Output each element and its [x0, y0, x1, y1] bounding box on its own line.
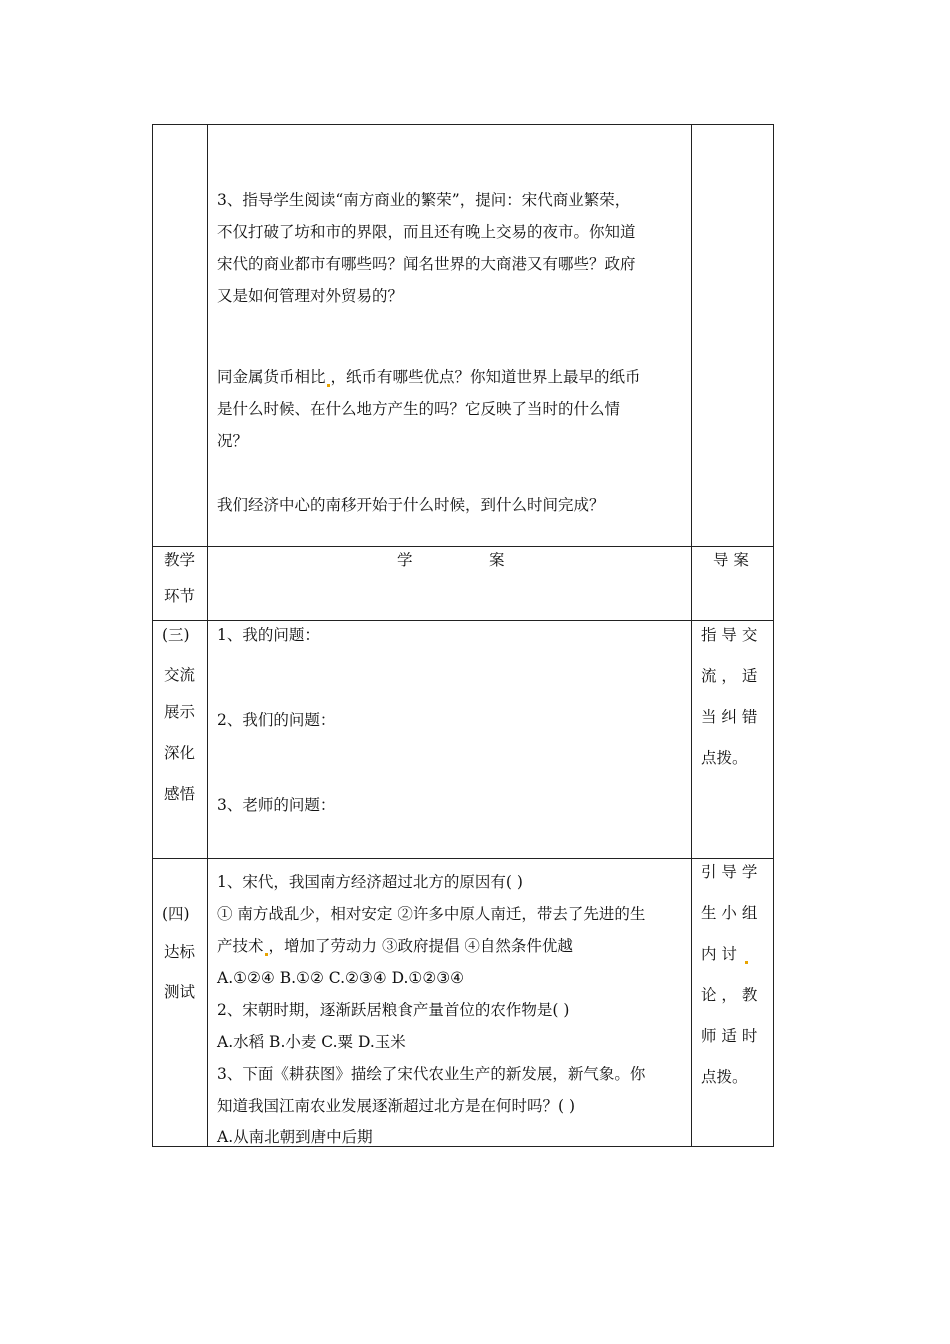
test-q2-options: A.水稻 B.小麦 C.粟 D.玉米 — [217, 1033, 406, 1051]
dot-mark — [327, 384, 330, 387]
dot-mark — [265, 953, 268, 956]
question-4-part-a: 同金属货币相比 — [217, 368, 326, 386]
test-q1-line-3 — [217, 936, 573, 956]
row-divider-1 — [152, 546, 774, 547]
section3-guide-4: 点拨。 — [701, 749, 748, 767]
our-question: 2、我们的问题： — [217, 711, 336, 729]
test-q3-line-2: 知道我国江南农业发展逐渐超过北方是在何时吗？( ) — [217, 1097, 576, 1115]
question-3-line-4: 又是如何管理对外贸易的？ — [217, 287, 404, 305]
row-divider-3 — [152, 858, 774, 859]
section4-guide-1: 引 导 学 — [701, 863, 758, 881]
test-q2: 2、宋朝时期，逐渐跃居粮食产量首位的农作物是( ) — [217, 1001, 570, 1019]
row-divider-2 — [152, 620, 774, 621]
section3-label-1: (三) — [162, 626, 190, 644]
section4-guide-3-text: 内 讨 — [701, 945, 737, 963]
section4-guide-6: 点拨。 — [701, 1068, 748, 1086]
test-q3: 3、下面《耕获图》描绘了宋代农业生产的新发展，新气象。你 — [217, 1065, 646, 1083]
header-col1-line1: 教学 — [164, 551, 196, 569]
test-q1-line-2: ① 南方战乱少，相对安定 ②许多中原人南迁，带去了先进的生 — [217, 905, 646, 923]
question-3-line-3: 宋代的商业都市有哪些吗？闻名世界的大商港又有哪些？政府 — [217, 255, 636, 273]
question-4-line-3: 况？ — [217, 432, 249, 450]
question-3: 3、指导学生阅读“南方商业的繁荣”，提问：宋代商业繁荣， — [217, 191, 631, 209]
section4-guide-5: 师 适 时 — [701, 1027, 758, 1045]
header-col1-line2: 环节 — [164, 587, 196, 605]
question-4 — [217, 367, 641, 387]
section4-label-3: 测试 — [164, 983, 196, 1001]
teacher-question: 3、老师的问题： — [217, 796, 336, 814]
header-col3: 导 案 — [713, 551, 749, 569]
section3-guide-2: 流 ， 适 — [701, 667, 758, 685]
section3-guide-1: 指 导 交 — [701, 626, 758, 644]
section3-label-3: 展示 — [164, 703, 196, 721]
section4-guide-4: 论 ， 教 — [701, 986, 758, 1004]
section4-label-2: 达标 — [164, 943, 196, 961]
question-3-line-2: 不仅打破了坊和市的界限，而且还有晚上交易的夜市。你知道 — [217, 223, 636, 241]
my-question: 1、我的问题： — [217, 626, 320, 644]
section3-label-2: 交流 — [164, 666, 196, 684]
test-q1: 1、宋代，我国南方经济超过北方的原因有( ) — [217, 873, 523, 891]
dot-mark — [745, 961, 748, 964]
col-divider-1 — [207, 124, 208, 1147]
col-divider-2 — [691, 124, 692, 1147]
section3-label-4: 深化 — [164, 744, 196, 762]
test-q1-line-3-part-b: ，增加了劳动力 ③政府提倡 ④自然条件优越 — [268, 937, 573, 955]
test-q3-option-a: A.从南北朝到唐中后期 — [217, 1128, 373, 1146]
section3-guide-3: 当 纠 错 — [701, 708, 758, 726]
section4-guide-2: 生 小 组 — [701, 904, 758, 922]
header-col2-a: 学 — [397, 551, 413, 569]
section4-guide-3 — [701, 944, 749, 964]
question-5: 我们经济中心的南移开始于什么时候，到什么时间完成？ — [217, 496, 605, 514]
header-col2-b: 案 — [489, 551, 505, 569]
section4-label-1: (四) — [162, 905, 190, 923]
question-4-line-2: 是什么时候、在什么地方产生的吗？它反映了当时的什么情 — [217, 400, 621, 418]
question-4-part-b: ，纸币有哪些优点？你知道世界上最早的纸币 — [330, 368, 641, 386]
section3-label-5: 感悟 — [164, 785, 196, 803]
test-q1-line-3-part-a: 产技术 — [217, 937, 264, 955]
test-q1-options: A.①②④ B.①② C.②③④ D.①②③④ — [217, 969, 465, 987]
